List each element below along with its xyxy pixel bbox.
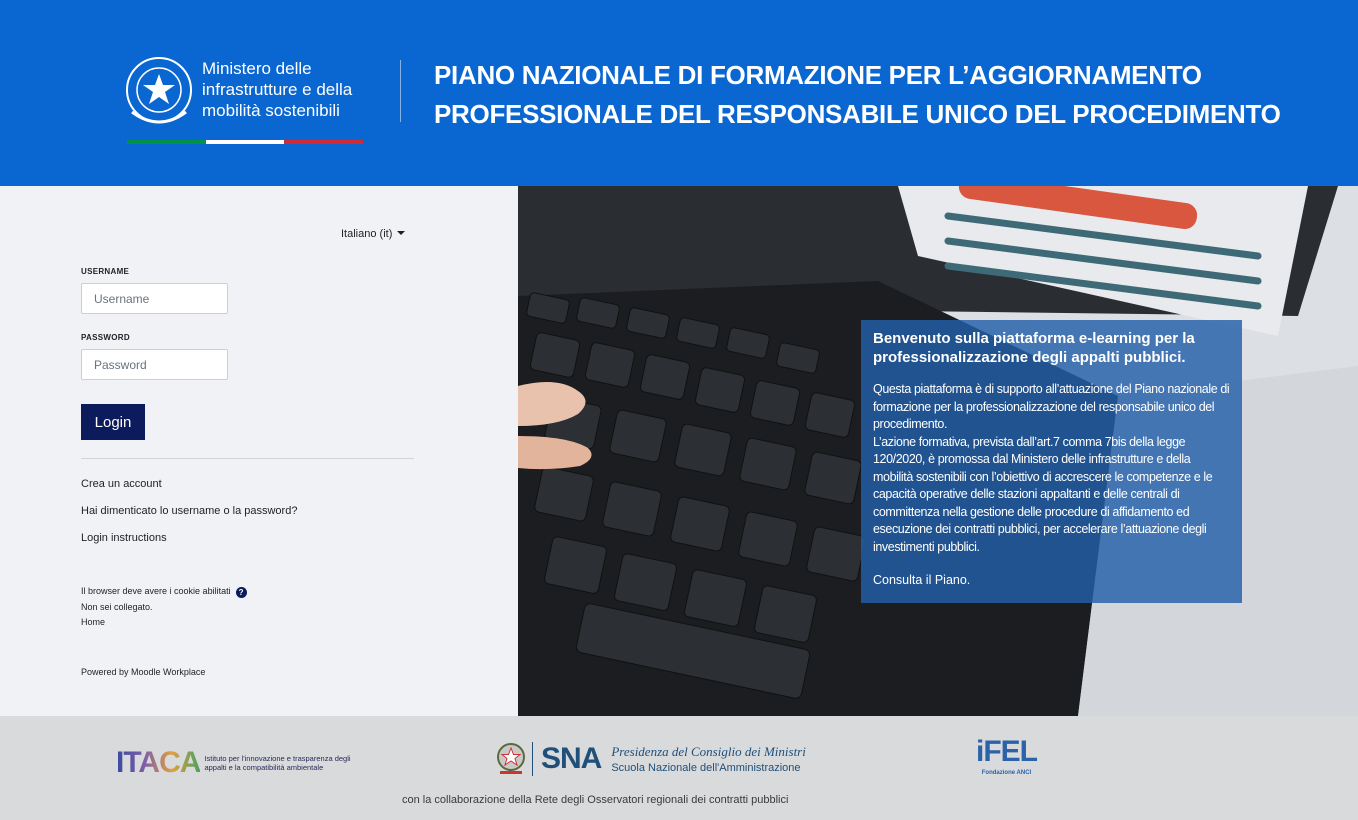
italian-flag-stripe xyxy=(127,140,363,144)
login-button[interactable]: Login xyxy=(81,404,145,440)
password-label: PASSWORD xyxy=(81,333,130,342)
welcome-paragraph-2: L’azione formativa, prevista dall’art.7 comma 7bis della legge 120/2020, è promossa dal Ministero delle infrastrutture e della mobilità sostenibili con l’obiettivo di accrescere le competenze e le capacità operative delle stazioni appaltanti e delle centrali di committenza nella gestione delle procedure di affidamento ed esecuzione dei contratti pubblici, per accelerare l’attuazione degli investimenti pubblici. xyxy=(873,434,1213,554)
ministry-name: Ministero delle infrastrutture e della mobilità sostenibili xyxy=(202,59,353,120)
moodle-workplace-link[interactable]: Moodle Workplace xyxy=(131,667,206,677)
plan-title: PIANO NAZIONALE DI FORMAZIONE PER L’AGGIORNAMENTO PROFESSIONALE DEL RESPONSABILE UNICO DEL PROCEDIMENTO xyxy=(434,60,1281,129)
powered-by: Powered by Moodle Workplace xyxy=(81,667,206,677)
forgot-password-link[interactable]: Hai dimenticato lo username o la password? xyxy=(81,505,298,517)
chevron-down-icon xyxy=(397,231,405,235)
language-selector[interactable]: Italiano (it) xyxy=(341,228,405,240)
home-link[interactable]: Home xyxy=(81,617,106,627)
login-panel xyxy=(0,186,518,716)
not-logged-in-text: Non sei collegato. xyxy=(81,602,153,612)
consult-plan-link[interactable]: Consulta il Piano. xyxy=(873,573,971,587)
italian-republic-emblem-icon xyxy=(496,741,526,777)
create-account-link[interactable]: Crea un account xyxy=(81,478,162,490)
collaboration-text: con la collaborazione della Rete degli Osservatori regionali dei contratti pubblici xyxy=(402,794,789,806)
welcome-box xyxy=(861,320,1242,603)
welcome-title: Benvenuto sulla piattaforma e-learning per la professionalizzazione degli appalti pubblici. xyxy=(873,330,1195,366)
password-input[interactable] xyxy=(81,349,228,380)
help-icon[interactable]: ? xyxy=(236,587,247,598)
header-divider xyxy=(400,60,401,122)
divider xyxy=(81,458,414,459)
site-header xyxy=(0,0,1358,186)
sna-logo: SNA Presidenza del Consiglio dei Ministri Scuola Nazionale dell'Amministrazione xyxy=(496,741,806,777)
login-instructions-link[interactable]: Login instructions xyxy=(81,532,167,544)
italian-republic-emblem-icon xyxy=(124,52,194,134)
itaca-logo: ITACA Istituto per l'innovazione e trasparenza degli appalti e la compatibilità ambientale xyxy=(116,746,351,779)
ifel-logo: iFEL Fondazione ANCI xyxy=(976,735,1037,776)
username-label: USERNAME xyxy=(81,267,130,276)
cookies-notice: Il browser deve avere i cookie abilitati ? xyxy=(81,586,247,598)
username-input[interactable] xyxy=(81,283,228,314)
welcome-paragraph-1: Questa piattaforma è di supporto all’attuazione del Piano nazionale di formazione per la professionalizzazione del responsabile unico del procedimento. xyxy=(873,382,1230,431)
